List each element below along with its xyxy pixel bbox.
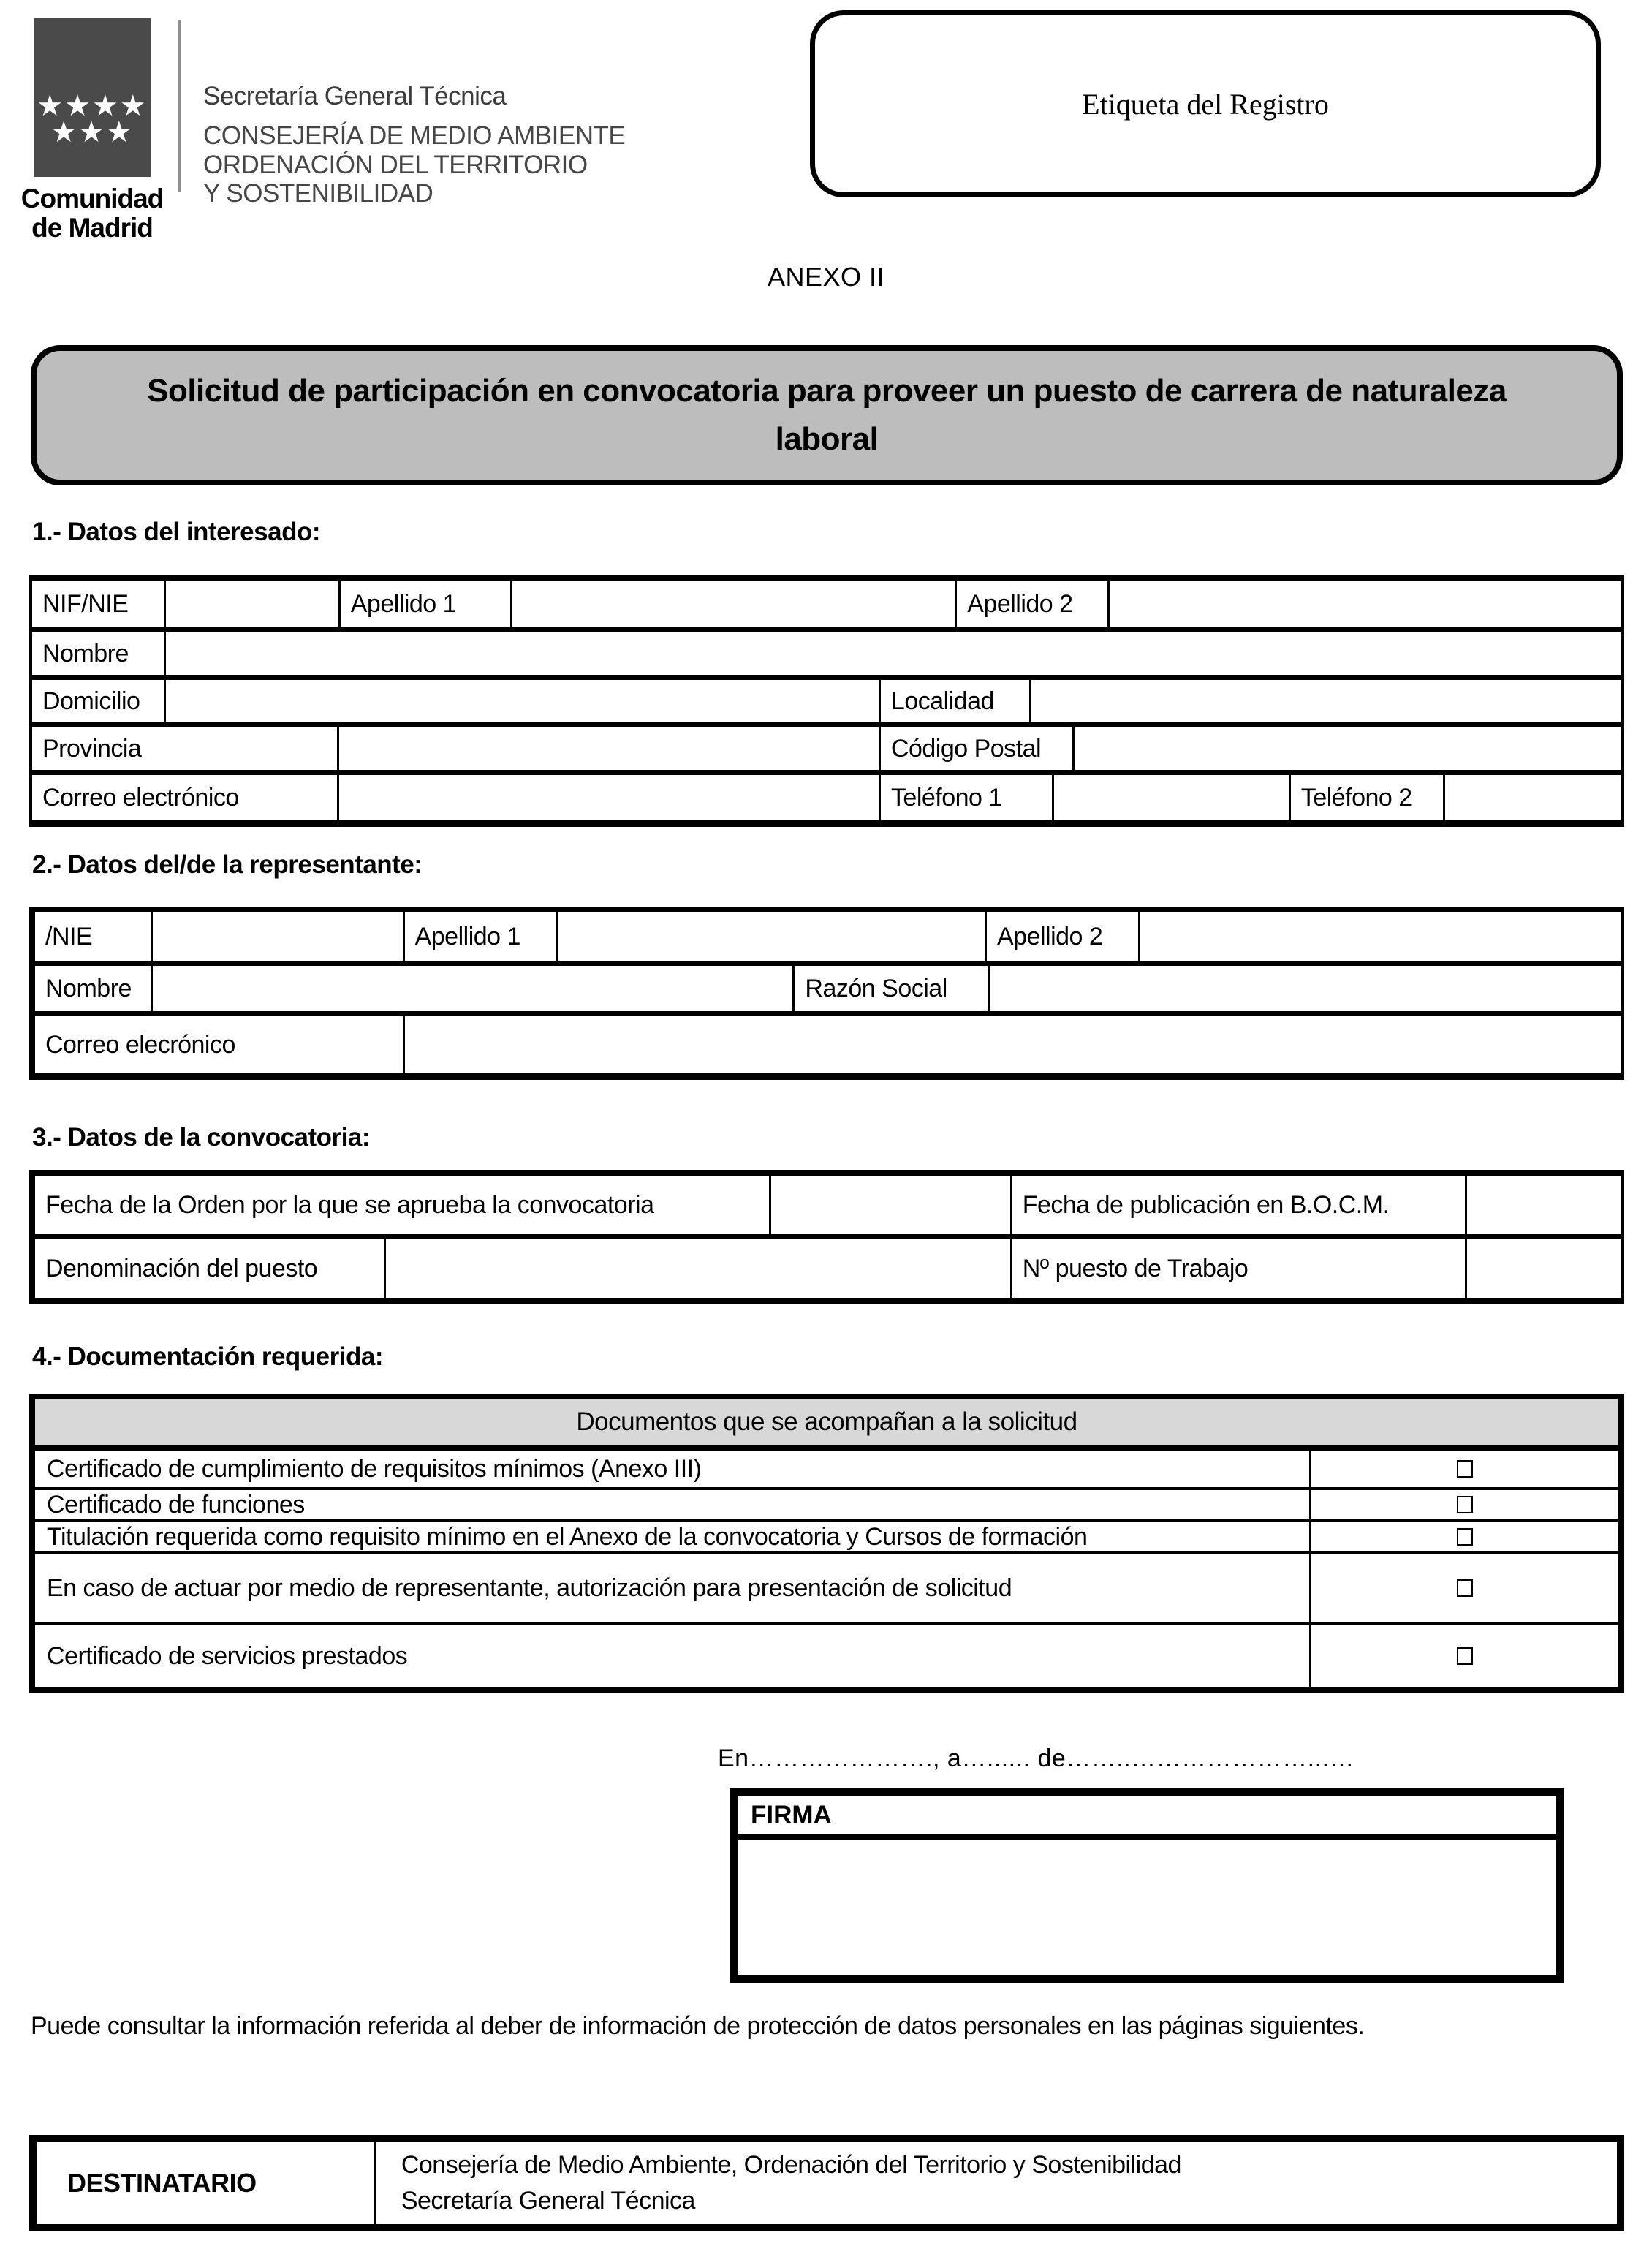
doc-label: Certificado de cumplimiento de requisitos mínimos (Anexo III): [35, 1451, 1311, 1487]
table-row: [32, 632, 1621, 680]
destinatario-table: [29, 2135, 1624, 2231]
brand-line2: de Madrid: [31, 212, 153, 243]
flag-stars-row2: ★★★: [50, 116, 134, 148]
registry-label-text: Etiqueta del Registro: [1082, 87, 1329, 121]
table-row: [32, 727, 1621, 775]
telefono2-input[interactable]: [1445, 775, 1621, 820]
rep-nombre-label: Nombre: [35, 966, 153, 1011]
rep-correo-input[interactable]: [405, 1016, 1621, 1073]
fecha-orden-input[interactable]: [771, 1176, 1012, 1234]
doc-label: Titulación requerida como requisito mínimo en el Anexo de la convocatoria y Cursos de formación: [35, 1522, 1311, 1551]
provincia-input[interactable]: [339, 727, 881, 770]
madrid-flag-icon: [34, 18, 151, 177]
privacy-note: Puede consultar la información referida al deber de información de protección de datos personales en las páginas siguientes.: [31, 2012, 1365, 2040]
table-row: [35, 966, 1621, 1016]
doc-checkbox[interactable]: [1457, 1647, 1473, 1665]
brand-name: [21, 184, 163, 243]
rep-nombre-input[interactable]: [153, 966, 795, 1011]
num-puesto-input[interactable]: [1467, 1239, 1621, 1298]
rep-apellido2-input[interactable]: [1140, 912, 1621, 961]
fecha-bocm-label: Fecha de publicación en B.O.C.M.: [1012, 1176, 1468, 1234]
doc-checkbox-cell: [1311, 1451, 1618, 1487]
table-row: [35, 1625, 1618, 1687]
comunidad-madrid-logo: [20, 18, 626, 243]
fecha-orden-label: Fecha de la Orden por la que se aprueba la convocatoria: [35, 1176, 771, 1234]
doc-checkbox-cell: [1311, 1490, 1618, 1519]
nif-input[interactable]: [166, 581, 341, 627]
table-row: [35, 912, 1621, 966]
table-row: [35, 1554, 1618, 1625]
section4-heading: 4.- Documentación requerida:: [32, 1342, 383, 1371]
razon-social-input[interactable]: [990, 966, 1621, 1011]
nif-label: NIF/NIE: [32, 581, 166, 627]
razon-social-label: Razón Social: [795, 966, 990, 1011]
num-puesto-label: Nº puesto de Trabajo: [1012, 1239, 1468, 1298]
destinatario-label: DESTINATARIO: [37, 2142, 376, 2224]
correo-label: Correo electrónico: [32, 775, 339, 820]
fecha-bocm-input[interactable]: [1467, 1176, 1621, 1234]
telefono1-input[interactable]: [1054, 775, 1291, 820]
signature-box: [730, 1788, 1564, 1983]
doc-checkbox[interactable]: [1457, 1496, 1473, 1513]
section3-heading: 3.- Datos de la convocatoria:: [32, 1123, 371, 1152]
rep-correo-label: Correo elecrónico: [35, 1016, 405, 1073]
codigo-postal-label: Código Postal: [881, 727, 1075, 770]
destinatario-value: [376, 2142, 1617, 2224]
nombre-label: Nombre: [32, 632, 166, 675]
section1-heading: 1.- Datos del interesado:: [32, 518, 320, 546]
denominacion-input[interactable]: [386, 1239, 1012, 1298]
apellido1-input[interactable]: [512, 581, 958, 627]
doc-checkbox-cell: [1311, 1554, 1618, 1622]
logo-divider: [178, 20, 181, 192]
documents-table: [29, 1394, 1624, 1693]
section1-table: [29, 575, 1624, 827]
rep-apellido1-input[interactable]: [558, 912, 987, 961]
rep-apellido1-label: Apellido 1: [405, 912, 558, 961]
provincia-label: Provincia: [32, 727, 339, 770]
table-row: [32, 680, 1621, 727]
doc-checkbox-cell: [1311, 1522, 1618, 1551]
doc-checkbox[interactable]: [1457, 1460, 1473, 1478]
date-line: En…………………., a…...... de……..…………………...…: [718, 1745, 1355, 1772]
apellido2-input[interactable]: [1110, 581, 1621, 627]
doc-label: En caso de actuar por medio de representante, autorización para presentación de solicitud: [35, 1554, 1311, 1622]
domicilio-label: Domicilio: [32, 680, 166, 722]
rep-nie-label: /NIE: [35, 912, 153, 961]
table-row: [35, 1176, 1621, 1239]
section2-heading: 2.- Datos del/de la representante:: [32, 850, 423, 879]
org-consejeria-line1: CONSEJERÍA DE MEDIO AMBIENTE: [203, 121, 626, 150]
table-row: [35, 1490, 1618, 1522]
doc-checkbox[interactable]: [1457, 1579, 1473, 1597]
apellido1-label: Apellido 1: [341, 581, 512, 627]
apellido2-label: Apellido 2: [957, 581, 1110, 627]
localidad-input[interactable]: [1031, 680, 1621, 722]
org-secretaria: Secretaría General Técnica: [203, 82, 507, 110]
denominacion-label: Denominación del puesto: [35, 1239, 386, 1298]
destinatario-line1: Consejería de Medio Ambiente, Ordenación del Territorio y Sostenibilidad: [401, 2150, 1181, 2179]
table-row: [32, 775, 1621, 820]
documents-table-header: Documentos que se acompañan a la solicitud: [35, 1399, 1618, 1451]
doc-label: Certificado de servicios prestados: [35, 1625, 1311, 1687]
table-row: [32, 581, 1621, 632]
registry-label-box: [810, 10, 1601, 197]
domicilio-input[interactable]: [166, 680, 881, 722]
firma-label: FIRMA: [738, 1796, 1556, 1840]
localidad-label: Localidad: [881, 680, 1032, 722]
nombre-input[interactable]: [166, 632, 1621, 675]
rep-apellido2-label: Apellido 2: [987, 912, 1140, 961]
doc-checkbox[interactable]: [1457, 1528, 1473, 1546]
signature-area[interactable]: [738, 1840, 1556, 1975]
section2-table: [29, 907, 1624, 1080]
destinatario-line2: Secretaría General Técnica: [401, 2187, 695, 2215]
annex-label: ANEXO II: [767, 262, 885, 292]
org-consejeria-line3: Y SOSTENIBILIDAD: [203, 179, 433, 208]
brand-line1: Comunidad: [20, 184, 164, 213]
flag-stars-row1: ★★★★: [37, 90, 148, 122]
section3-table: [29, 1170, 1624, 1304]
table-row: [35, 1451, 1618, 1490]
table-row: [35, 1016, 1621, 1073]
correo-input[interactable]: [339, 775, 881, 820]
rep-nie-input[interactable]: [153, 912, 405, 961]
doc-label: Certificado de funciones: [35, 1490, 1311, 1519]
org-consejeria-line2: ORDENACIÓN DEL TERRITORIO: [203, 150, 588, 179]
codigo-postal-input[interactable]: [1075, 727, 1621, 770]
telefono2-label: Teléfono 2: [1291, 775, 1445, 820]
doc-checkbox-cell: [1311, 1625, 1618, 1687]
form-title-bar: Solicitud de participación en convocatoria para proveer un puesto de carrera de naturaleza laboral: [31, 345, 1623, 485]
table-row: [35, 1522, 1618, 1554]
table-row: [35, 1239, 1621, 1298]
telefono1-label: Teléfono 1: [881, 775, 1054, 820]
